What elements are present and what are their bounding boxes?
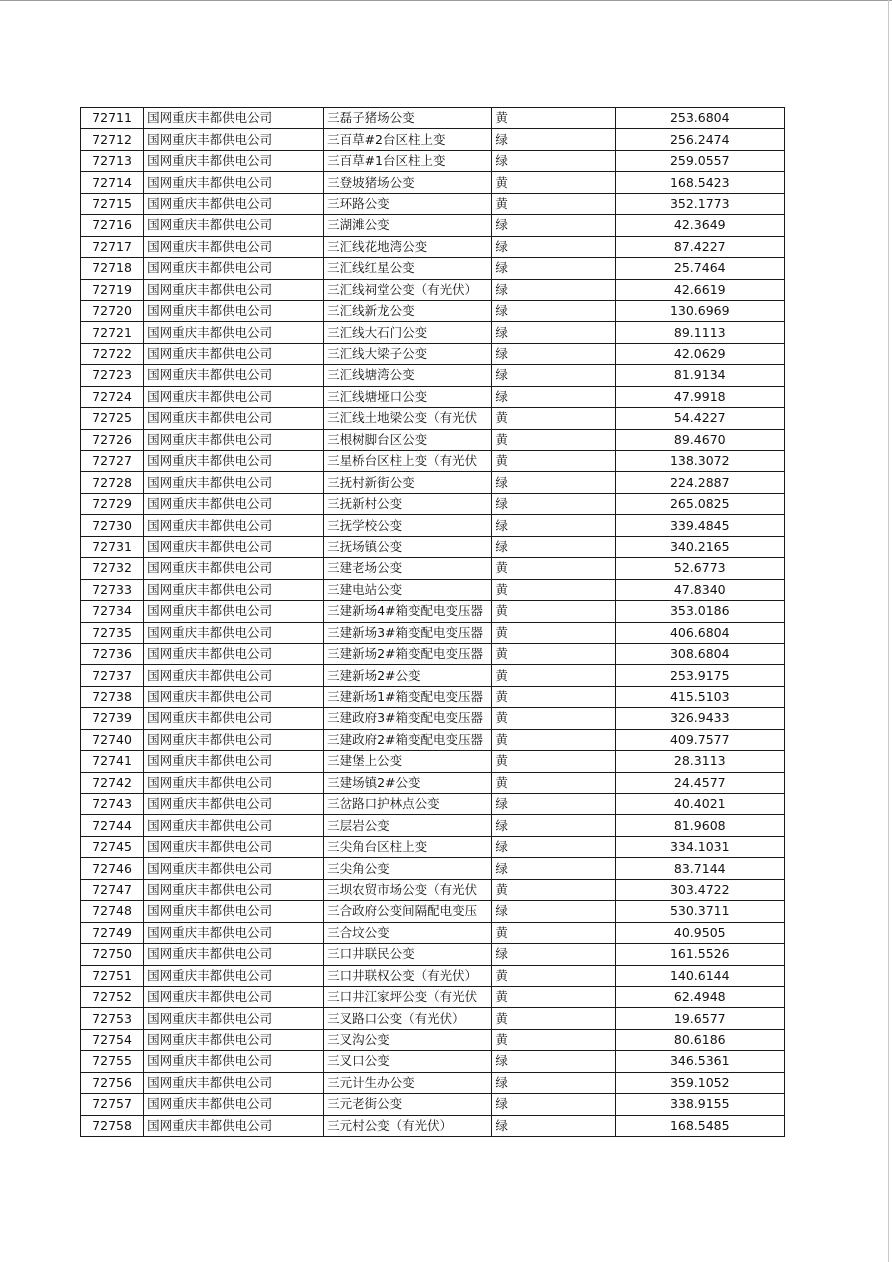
- row-id-cell: 72722: [81, 343, 144, 364]
- table-row: [81, 558, 785, 579]
- status-level-cell: 黄: [492, 622, 615, 643]
- row-id-cell: 72740: [81, 729, 144, 750]
- value-cell: 47.9918: [615, 386, 784, 407]
- status-level-cell: 绿: [492, 1094, 615, 1115]
- status-level-cell: 黄: [492, 686, 615, 707]
- value-cell: 338.9155: [615, 1094, 784, 1115]
- row-id-cell: 72711: [81, 108, 144, 129]
- table-row: [81, 108, 785, 129]
- value-cell: 352.1773: [615, 193, 784, 214]
- table-row: [81, 193, 785, 214]
- company-cell: 国网重庆丰都供电公司: [144, 150, 324, 171]
- table-row: [81, 429, 785, 450]
- table-row: [81, 965, 785, 986]
- table-row: [81, 215, 785, 236]
- transformer-name-cell: 三叉口公变: [324, 1051, 492, 1072]
- status-level-cell: 绿: [492, 836, 615, 857]
- company-cell: 国网重庆丰都供电公司: [144, 751, 324, 772]
- table-row: [81, 901, 785, 922]
- row-id-cell: 72750: [81, 944, 144, 965]
- transformer-name-cell: 三元老街公变: [324, 1094, 492, 1115]
- table-row: [81, 836, 785, 857]
- value-cell: 42.3649: [615, 215, 784, 236]
- transformer-name-cell: 三建电站公变: [324, 579, 492, 600]
- status-level-cell: 黄: [492, 665, 615, 686]
- company-cell: 国网重庆丰都供电公司: [144, 579, 324, 600]
- table-row: [81, 365, 785, 386]
- company-cell: 国网重庆丰都供电公司: [144, 601, 324, 622]
- company-cell: 国网重庆丰都供电公司: [144, 108, 324, 129]
- transformer-name-cell: 三星桥台区柱上变（有光伏: [324, 451, 492, 472]
- status-level-cell: 黄: [492, 429, 615, 450]
- row-id-cell: 72729: [81, 493, 144, 514]
- status-level-cell: 黄: [492, 965, 615, 986]
- status-level-cell: 黄: [492, 986, 615, 1007]
- row-id-cell: 72733: [81, 579, 144, 600]
- value-cell: 40.4021: [615, 794, 784, 815]
- company-cell: 国网重庆丰都供电公司: [144, 879, 324, 900]
- transformer-name-cell: 三抚场镇公变: [324, 536, 492, 557]
- table-row: [81, 1072, 785, 1093]
- table-body: [81, 108, 785, 1137]
- table-row: [81, 172, 785, 193]
- table-row: [81, 536, 785, 557]
- status-level-cell: 绿: [492, 279, 615, 300]
- table-row: [81, 1029, 785, 1050]
- value-cell: 409.7577: [615, 729, 784, 750]
- company-cell: 国网重庆丰都供电公司: [144, 408, 324, 429]
- company-cell: 国网重庆丰都供电公司: [144, 1115, 324, 1136]
- transformer-name-cell: 三环路公变: [324, 193, 492, 214]
- status-level-cell: 绿: [492, 300, 615, 321]
- value-cell: 303.4722: [615, 879, 784, 900]
- company-cell: 国网重庆丰都供电公司: [144, 515, 324, 536]
- value-cell: 87.4227: [615, 236, 784, 257]
- table-row: [81, 729, 785, 750]
- row-id-cell: 72720: [81, 300, 144, 321]
- transformer-name-cell: 三汇线祠堂公变（有光伏）: [324, 279, 492, 300]
- status-level-cell: 黄: [492, 729, 615, 750]
- status-level-cell: 黄: [492, 193, 615, 214]
- page-top-border: [0, 0, 892, 1]
- table-row: [81, 150, 785, 171]
- value-cell: 530.3711: [615, 901, 784, 922]
- status-level-cell: 绿: [492, 129, 615, 150]
- table-row: [81, 300, 785, 321]
- row-id-cell: 72755: [81, 1051, 144, 1072]
- company-cell: 国网重庆丰都供电公司: [144, 429, 324, 450]
- value-cell: 308.6804: [615, 643, 784, 664]
- transformer-name-cell: 三百草#2台区柱上变: [324, 129, 492, 150]
- row-id-cell: 72758: [81, 1115, 144, 1136]
- company-cell: 国网重庆丰都供电公司: [144, 536, 324, 557]
- table-row: [81, 708, 785, 729]
- transformer-name-cell: 三元村公变（有光伏）: [324, 1115, 492, 1136]
- transformer-name-cell: 三汇线新龙公变: [324, 300, 492, 321]
- status-level-cell: 黄: [492, 708, 615, 729]
- company-cell: 国网重庆丰都供电公司: [144, 772, 324, 793]
- table-row: [81, 622, 785, 643]
- transformer-name-cell: 三抚村新街公变: [324, 472, 492, 493]
- table-row: [81, 944, 785, 965]
- status-level-cell: 黄: [492, 408, 615, 429]
- status-level-cell: 黄: [492, 751, 615, 772]
- row-id-cell: 72713: [81, 150, 144, 171]
- status-level-cell: 黄: [492, 579, 615, 600]
- status-level-cell: 绿: [492, 536, 615, 557]
- table-row: [81, 986, 785, 1007]
- company-cell: 国网重庆丰都供电公司: [144, 836, 324, 857]
- company-cell: 国网重庆丰都供电公司: [144, 193, 324, 214]
- value-cell: 42.0629: [615, 343, 784, 364]
- row-id-cell: 72742: [81, 772, 144, 793]
- transformer-name-cell: 三汇线大石门公变: [324, 322, 492, 343]
- transformer-name-cell: 三汇线土地梁公变（有光伏: [324, 408, 492, 429]
- value-cell: 28.3113: [615, 751, 784, 772]
- row-id-cell: 72738: [81, 686, 144, 707]
- value-cell: 259.0557: [615, 150, 784, 171]
- table-row: [81, 1051, 785, 1072]
- value-cell: 54.4227: [615, 408, 784, 429]
- company-cell: 国网重庆丰都供电公司: [144, 794, 324, 815]
- row-id-cell: 72757: [81, 1094, 144, 1115]
- page-right-edge: [888, 0, 889, 1262]
- transformer-name-cell: 三坝农贸市场公变（有光伏: [324, 879, 492, 900]
- company-cell: 国网重庆丰都供电公司: [144, 279, 324, 300]
- table-row: [81, 408, 785, 429]
- value-cell: 47.8340: [615, 579, 784, 600]
- table-row: [81, 922, 785, 943]
- status-level-cell: 绿: [492, 815, 615, 836]
- company-cell: 国网重庆丰都供电公司: [144, 472, 324, 493]
- table-row: [81, 343, 785, 364]
- table-row: [81, 665, 785, 686]
- transformer-name-cell: 三汇线红星公变: [324, 258, 492, 279]
- status-level-cell: 绿: [492, 1072, 615, 1093]
- table-row: [81, 386, 785, 407]
- value-cell: 339.4845: [615, 515, 784, 536]
- row-id-cell: 72717: [81, 236, 144, 257]
- company-cell: 国网重庆丰都供电公司: [144, 665, 324, 686]
- transformer-name-cell: 三建新场3#箱变配电变压器: [324, 622, 492, 643]
- transformer-name-cell: 三建新场2#公变: [324, 665, 492, 686]
- row-id-cell: 72732: [81, 558, 144, 579]
- table-row: [81, 794, 785, 815]
- status-level-cell: 黄: [492, 601, 615, 622]
- status-level-cell: 绿: [492, 150, 615, 171]
- row-id-cell: 72721: [81, 322, 144, 343]
- value-cell: 334.1031: [615, 836, 784, 857]
- transformer-name-cell: 三汇线塘垭口公变: [324, 386, 492, 407]
- row-id-cell: 72731: [81, 536, 144, 557]
- value-cell: 415.5103: [615, 686, 784, 707]
- row-id-cell: 72736: [81, 643, 144, 664]
- value-cell: 346.5361: [615, 1051, 784, 1072]
- transformer-name-cell: 三元计生办公变: [324, 1072, 492, 1093]
- value-cell: 138.3072: [615, 451, 784, 472]
- row-id-cell: 72747: [81, 879, 144, 900]
- table-row: [81, 1008, 785, 1029]
- value-cell: 89.4670: [615, 429, 784, 450]
- status-level-cell: 黄: [492, 1029, 615, 1050]
- transformer-name-cell: 三口井江家坪公变（有光伏: [324, 986, 492, 1007]
- transformer-name-cell: 三汇线花地湾公变: [324, 236, 492, 257]
- value-cell: 168.5485: [615, 1115, 784, 1136]
- company-cell: 国网重庆丰都供电公司: [144, 643, 324, 664]
- transformer-name-cell: 三尖角台区柱上变: [324, 836, 492, 857]
- row-id-cell: 72716: [81, 215, 144, 236]
- value-cell: 253.6804: [615, 108, 784, 129]
- row-id-cell: 72746: [81, 858, 144, 879]
- table-row: [81, 129, 785, 150]
- status-level-cell: 绿: [492, 1115, 615, 1136]
- row-id-cell: 72752: [81, 986, 144, 1007]
- transformer-name-cell: 三叉路口公变（有光伏）: [324, 1008, 492, 1029]
- company-cell: 国网重庆丰都供电公司: [144, 729, 324, 750]
- company-cell: 国网重庆丰都供电公司: [144, 986, 324, 1007]
- company-cell: 国网重庆丰都供电公司: [144, 1072, 324, 1093]
- table-row: [81, 322, 785, 343]
- row-id-cell: 72734: [81, 601, 144, 622]
- table-row: [81, 279, 785, 300]
- status-level-cell: 黄: [492, 1008, 615, 1029]
- transformer-name-cell: 三叉沟公变: [324, 1029, 492, 1050]
- value-cell: 406.6804: [615, 622, 784, 643]
- company-cell: 国网重庆丰都供电公司: [144, 322, 324, 343]
- transformer-name-cell: 三岔路口护林点公变: [324, 794, 492, 815]
- status-level-cell: 黄: [492, 451, 615, 472]
- transformer-name-cell: 三抚新村公变: [324, 493, 492, 514]
- status-level-cell: 黄: [492, 772, 615, 793]
- company-cell: 国网重庆丰都供电公司: [144, 901, 324, 922]
- company-cell: 国网重庆丰都供电公司: [144, 172, 324, 193]
- value-cell: 83.7144: [615, 858, 784, 879]
- transformer-name-cell: 三建政府3#箱变配电变压器: [324, 708, 492, 729]
- table-row: [81, 258, 785, 279]
- company-cell: 国网重庆丰都供电公司: [144, 493, 324, 514]
- value-cell: 25.7464: [615, 258, 784, 279]
- company-cell: 国网重庆丰都供电公司: [144, 451, 324, 472]
- table-row: [81, 686, 785, 707]
- company-cell: 国网重庆丰都供电公司: [144, 708, 324, 729]
- company-cell: 国网重庆丰都供电公司: [144, 1008, 324, 1029]
- status-level-cell: 绿: [492, 472, 615, 493]
- company-cell: 国网重庆丰都供电公司: [144, 386, 324, 407]
- row-id-cell: 72724: [81, 386, 144, 407]
- company-cell: 国网重庆丰都供电公司: [144, 944, 324, 965]
- value-cell: 224.2887: [615, 472, 784, 493]
- status-level-cell: 绿: [492, 343, 615, 364]
- value-cell: 52.6773: [615, 558, 784, 579]
- status-level-cell: 绿: [492, 258, 615, 279]
- value-cell: 81.9608: [615, 815, 784, 836]
- value-cell: 168.5423: [615, 172, 784, 193]
- table-row: [81, 579, 785, 600]
- transformer-name-cell: 三百草#1台区柱上变: [324, 150, 492, 171]
- table-row: [81, 879, 785, 900]
- status-level-cell: 绿: [492, 236, 615, 257]
- row-id-cell: 72751: [81, 965, 144, 986]
- status-level-cell: 黄: [492, 558, 615, 579]
- table-row: [81, 601, 785, 622]
- row-id-cell: 72735: [81, 622, 144, 643]
- status-level-cell: 绿: [492, 322, 615, 343]
- company-cell: 国网重庆丰都供电公司: [144, 815, 324, 836]
- transformer-name-cell: 三磊子猪场公变: [324, 108, 492, 129]
- status-level-cell: 绿: [492, 794, 615, 815]
- transformer-name-cell: 三口井联权公变（有光伏）: [324, 965, 492, 986]
- row-id-cell: 72745: [81, 836, 144, 857]
- company-cell: 国网重庆丰都供电公司: [144, 365, 324, 386]
- company-cell: 国网重庆丰都供电公司: [144, 343, 324, 364]
- status-level-cell: 黄: [492, 172, 615, 193]
- value-cell: 24.4577: [615, 772, 784, 793]
- row-id-cell: 72744: [81, 815, 144, 836]
- row-id-cell: 72749: [81, 922, 144, 943]
- transformer-name-cell: 三建堡上公变: [324, 751, 492, 772]
- value-cell: 81.9134: [615, 365, 784, 386]
- table-row: [81, 772, 785, 793]
- status-level-cell: 绿: [492, 515, 615, 536]
- company-cell: 国网重庆丰都供电公司: [144, 215, 324, 236]
- table-row: [81, 815, 785, 836]
- company-cell: 国网重庆丰都供电公司: [144, 965, 324, 986]
- transformer-name-cell: 三建老场公变: [324, 558, 492, 579]
- transformer-name-cell: 三建新场4#箱变配电变压器: [324, 601, 492, 622]
- table-row: [81, 236, 785, 257]
- value-cell: 80.6186: [615, 1029, 784, 1050]
- company-cell: 国网重庆丰都供电公司: [144, 1029, 324, 1050]
- value-cell: 256.2474: [615, 129, 784, 150]
- row-id-cell: 72727: [81, 451, 144, 472]
- value-cell: 161.5526: [615, 944, 784, 965]
- company-cell: 国网重庆丰都供电公司: [144, 558, 324, 579]
- row-id-cell: 72728: [81, 472, 144, 493]
- table-row: [81, 1094, 785, 1115]
- status-level-cell: 绿: [492, 365, 615, 386]
- row-id-cell: 72726: [81, 429, 144, 450]
- table-row: [81, 472, 785, 493]
- transformer-name-cell: 三建场镇2#公变: [324, 772, 492, 793]
- company-cell: 国网重庆丰都供电公司: [144, 922, 324, 943]
- status-level-cell: 绿: [492, 944, 615, 965]
- value-cell: 19.6577: [615, 1008, 784, 1029]
- transformer-name-cell: 三汇线塘湾公变: [324, 365, 492, 386]
- table-row: [81, 515, 785, 536]
- row-id-cell: 72739: [81, 708, 144, 729]
- status-level-cell: 黄: [492, 922, 615, 943]
- value-cell: 89.1113: [615, 322, 784, 343]
- row-id-cell: 72756: [81, 1072, 144, 1093]
- transformer-name-cell: 三抚学校公变: [324, 515, 492, 536]
- row-id-cell: 72741: [81, 751, 144, 772]
- company-cell: 国网重庆丰都供电公司: [144, 686, 324, 707]
- value-cell: 42.6619: [615, 279, 784, 300]
- table-row: [81, 493, 785, 514]
- row-id-cell: 72719: [81, 279, 144, 300]
- transformer-name-cell: 三口井联民公变: [324, 944, 492, 965]
- table-row: [81, 751, 785, 772]
- transformer-name-cell: 三建新场1#箱变配电变压器: [324, 686, 492, 707]
- transformer-name-cell: 三尖角公变: [324, 858, 492, 879]
- table-row: [81, 858, 785, 879]
- status-level-cell: 绿: [492, 858, 615, 879]
- transformer-name-cell: 三层岩公变: [324, 815, 492, 836]
- row-id-cell: 72712: [81, 129, 144, 150]
- row-id-cell: 72730: [81, 515, 144, 536]
- table-row: [81, 643, 785, 664]
- transformer-name-cell: 三合政府公变间隔配电变压: [324, 901, 492, 922]
- status-level-cell: 绿: [492, 493, 615, 514]
- row-id-cell: 72718: [81, 258, 144, 279]
- status-level-cell: 黄: [492, 643, 615, 664]
- value-cell: 359.1052: [615, 1072, 784, 1093]
- value-cell: 62.4948: [615, 986, 784, 1007]
- transformer-name-cell: 三根树脚台区公变: [324, 429, 492, 450]
- row-id-cell: 72737: [81, 665, 144, 686]
- company-cell: 国网重庆丰都供电公司: [144, 858, 324, 879]
- row-id-cell: 72725: [81, 408, 144, 429]
- row-id-cell: 72753: [81, 1008, 144, 1029]
- row-id-cell: 72754: [81, 1029, 144, 1050]
- transformer-name-cell: 三建新场2#箱变配电变压器: [324, 643, 492, 664]
- transformer-name-cell: 三汇线大梁子公变: [324, 343, 492, 364]
- company-cell: 国网重庆丰都供电公司: [144, 258, 324, 279]
- company-cell: 国网重庆丰都供电公司: [144, 1051, 324, 1072]
- company-cell: 国网重庆丰都供电公司: [144, 129, 324, 150]
- status-level-cell: 绿: [492, 901, 615, 922]
- status-level-cell: 黄: [492, 108, 615, 129]
- status-level-cell: 绿: [492, 215, 615, 236]
- row-id-cell: 72743: [81, 794, 144, 815]
- company-cell: 国网重庆丰都供电公司: [144, 622, 324, 643]
- status-level-cell: 黄: [492, 879, 615, 900]
- transformer-data-table: [80, 107, 785, 1137]
- transformer-name-cell: 三建政府2#箱变配电变压器: [324, 729, 492, 750]
- company-cell: 国网重庆丰都供电公司: [144, 236, 324, 257]
- company-cell: 国网重庆丰都供电公司: [144, 300, 324, 321]
- value-cell: 253.9175: [615, 665, 784, 686]
- table-row: [81, 1115, 785, 1136]
- value-cell: 140.6144: [615, 965, 784, 986]
- value-cell: 130.6969: [615, 300, 784, 321]
- table-row: [81, 451, 785, 472]
- value-cell: 353.0186: [615, 601, 784, 622]
- row-id-cell: 72723: [81, 365, 144, 386]
- row-id-cell: 72748: [81, 901, 144, 922]
- status-level-cell: 绿: [492, 386, 615, 407]
- transformer-name-cell: 三合坟公变: [324, 922, 492, 943]
- row-id-cell: 72715: [81, 193, 144, 214]
- transformer-name-cell: 三湖滩公变: [324, 215, 492, 236]
- status-level-cell: 绿: [492, 1051, 615, 1072]
- value-cell: 40.9505: [615, 922, 784, 943]
- value-cell: 340.2165: [615, 536, 784, 557]
- value-cell: 326.9433: [615, 708, 784, 729]
- company-cell: 国网重庆丰都供电公司: [144, 1094, 324, 1115]
- row-id-cell: 72714: [81, 172, 144, 193]
- transformer-name-cell: 三登坡猪场公变: [324, 172, 492, 193]
- value-cell: 265.0825: [615, 493, 784, 514]
